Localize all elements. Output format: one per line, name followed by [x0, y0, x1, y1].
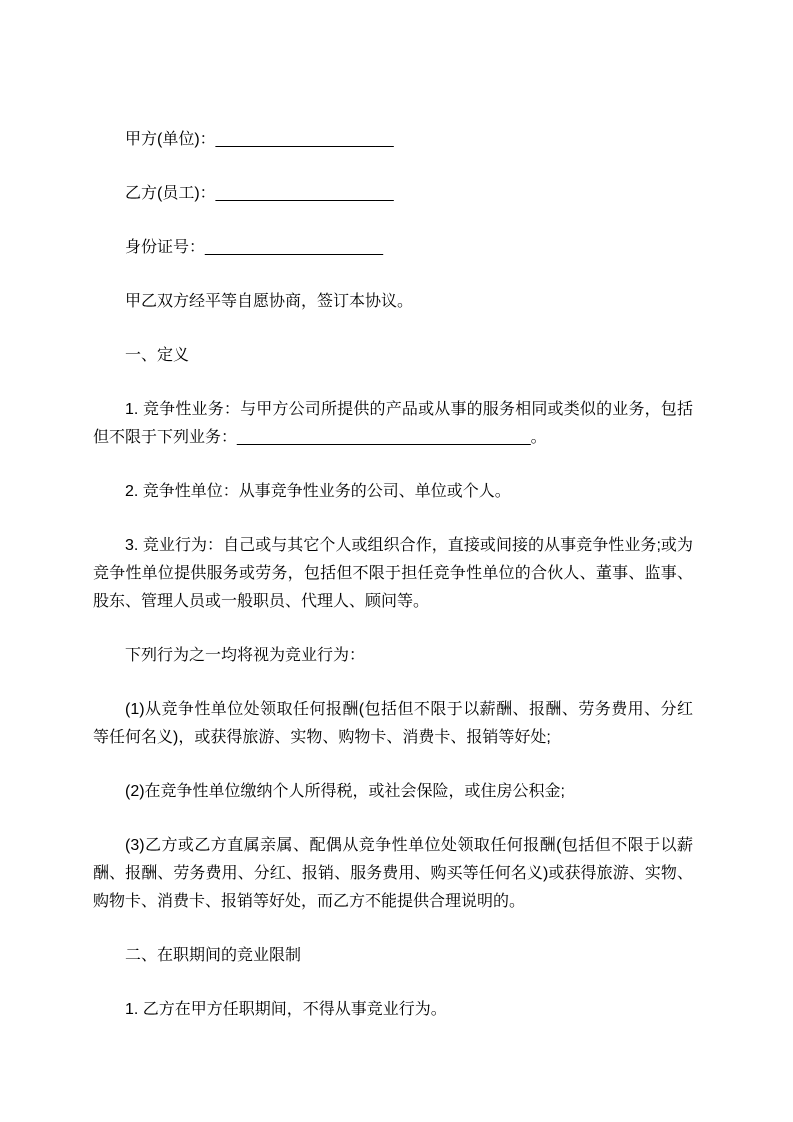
party-a-field-line: 甲方(单位)：____________________	[125, 131, 394, 148]
section-2-heading: 二、在职期间的竞业限制	[125, 947, 302, 964]
section-1-heading: 一、定义	[125, 347, 190, 364]
preamble: 甲乙双方经平等自愿协商，签订本协议。	[125, 293, 414, 310]
id-number-field-line: 身份证号：____________________	[125, 239, 383, 256]
deemed-competition-item-2: (2)在竞争性单位缴纳个人所得税，或社会保险，或住房公积金;	[125, 783, 566, 800]
definition-3: 3. 竞业行为：自己或与其它个人或组织合作，直接或间接的从事竞争性业务;或为竞争性单位提供服务或劳务，包括但不限于担任竞争性单位的合伙人、董事、监事、股东、管理人员或一般职员、代理人、顾问等。	[93, 537, 693, 610]
deemed-competition-item-1: (1)从竞争性单位处领取任何报酬(包括但不限于以薪酬、报酬、劳务费用、分红等任何名义)，或获得旅游、实物、购物卡、消费卡、报销等好处;	[93, 701, 693, 746]
definition-2: 2. 竞争性单位：从事竞争性业务的公司、单位或个人。	[125, 483, 511, 500]
document-body	[93, 126, 693, 1024]
definition-1: 1. 竞争性业务：与甲方公司所提供的产品或从事的服务相同或类似的业务，包括但不限于下列业务：_________________________________。	[93, 401, 693, 446]
deemed-competition-item-3: (3)乙方或乙方直属亲属、配偶从竞争性单位处领取任何报酬(包括但不限于以薪酬、报酬、劳务费用、分红、报销、服务费用、购买等任何名义)或获得旅游、实物、购物卡、消费卡、报销等好处，而乙方不能提供合理说明的。	[93, 837, 693, 910]
section-2-clause-1: 1. 乙方在甲方任职期间，不得从事竞业行为。	[125, 1001, 447, 1018]
party-b-field-line: 乙方(员工)：____________________	[125, 185, 394, 202]
deemed-competition-intro: 下列行为之一均将视为竞业行为：	[125, 647, 366, 664]
